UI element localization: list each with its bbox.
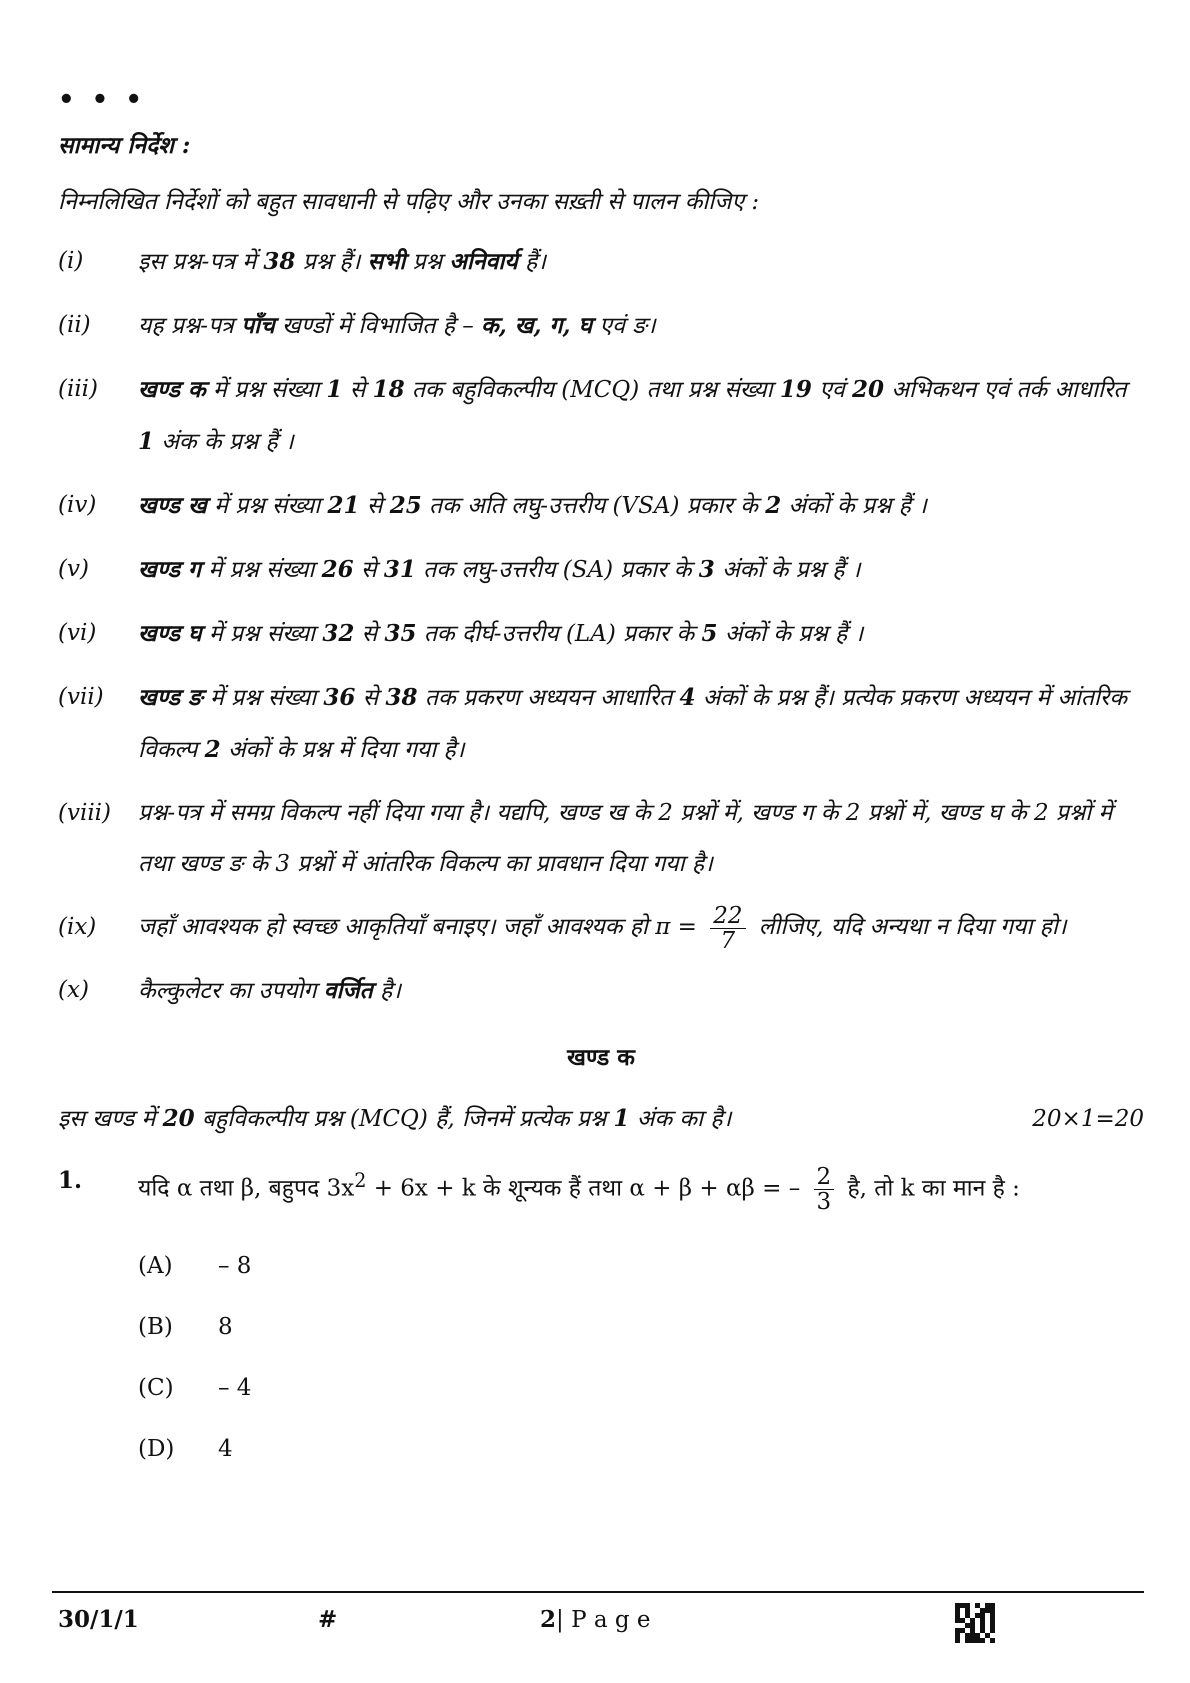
- item-text-part: जहाँ आवश्यक हो स्वच्छ आकृतियाँ बनाइए। जहाँ आवश्यक हो π =: [138, 914, 705, 940]
- question-text: [138, 1161, 1144, 1214]
- item-text: [138, 672, 1144, 776]
- item-text: [138, 480, 1144, 532]
- question-text-part: + 6x + k के शून्यक हैं तथा α + β + αβ = –: [366, 1175, 808, 1202]
- item-text-part: अंकों के प्रश्न हैं ।: [717, 621, 864, 647]
- emphasis-text: 25: [389, 492, 422, 519]
- item-text-part: प्रश्न-पत्र में समग्र विकल्प नहीं दिया गया है। यद्यपि, खण्ड ख के 2 प्रश्नों में, खण्ड ग के 2 प्रश्नों में, खण्ड घ के 2 प्रश्नों में तथा खण्ड ङ के 3 प्रश्नों में आंतरिक विकल्प का प्रावधान दिया गया है।: [138, 800, 1113, 877]
- item-number: (v): [58, 556, 89, 582]
- item-text: [138, 364, 1144, 468]
- item-text-part: अंकों के प्रश्न हैं ।: [781, 493, 927, 519]
- general-instructions-heading: सामान्य निर्देश :: [58, 132, 191, 159]
- emphasis-text: अनिवार्य: [449, 248, 518, 275]
- option-value: 4: [218, 1436, 233, 1463]
- emphasis-text: 21: [327, 492, 360, 519]
- item-text-part: तक बहुविकल्पीय (MCQ) तथा प्रश्न संख्या: [404, 377, 780, 403]
- item-text-part: में प्रश्न संख्या: [201, 621, 323, 647]
- option-label: (A): [138, 1253, 173, 1280]
- decorative-dots: • • •: [58, 85, 146, 115]
- options-list: [138, 1236, 1144, 1480]
- instructions-intro: निम्नलिखित निर्देशों को बहुत सावधानी से पढ़िए और उनका सख़्ती से पालन कीजिए :: [58, 189, 760, 215]
- emphasis-text: 26: [321, 556, 354, 583]
- emphasis-text: 35: [384, 620, 417, 647]
- paper-code: 30/1/1: [58, 1606, 139, 1633]
- emphasis-text: सभी: [367, 248, 406, 275]
- item-text-part: में प्रश्न संख्या: [202, 685, 324, 711]
- question-text-part: है, तो k का मान है :: [840, 1175, 1020, 1202]
- item-text-part: इस प्रश्न-पत्र में: [138, 249, 264, 275]
- item-text-part: प्रश्न: [405, 249, 450, 275]
- option-label: (C): [138, 1375, 174, 1402]
- question-row: [58, 1161, 1144, 1214]
- note-text: इस खण्ड में: [58, 1106, 163, 1132]
- emphasis-text: 2: [204, 736, 221, 763]
- option-a[interactable]: [138, 1236, 1144, 1297]
- numerator: 2: [814, 1165, 835, 1190]
- question-text-part: यदि α तथा β, बहुपद 3x: [138, 1175, 355, 1202]
- item-text: [138, 236, 1144, 288]
- emphasis-text: 20: [852, 376, 885, 403]
- spacer: [58, 1480, 1144, 1591]
- instruction-item: [58, 788, 1144, 890]
- item-text-part: तक लघु-उत्तरीय (SA) प्रकार के: [415, 557, 699, 583]
- item-text-part: अंक के प्रश्न हैं ।: [154, 429, 294, 455]
- emphasis-text: खण्ड क: [138, 376, 206, 403]
- option-value: – 4: [218, 1375, 252, 1402]
- item-text: [138, 544, 1144, 596]
- instruction-item: [58, 672, 1144, 776]
- emphasis-text: खण्ड ख: [138, 492, 207, 519]
- emphasis-text: खण्ड ग: [138, 556, 202, 583]
- instructions-list: [58, 236, 1144, 1029]
- page-number: [540, 1597, 651, 1643]
- item-text: [138, 902, 1144, 953]
- item-text-part: अभिकथन एवं तर्क आधारित: [884, 377, 1127, 403]
- item-text-part: अंकों के प्रश्न में दिया गया है।: [220, 737, 465, 763]
- item-text-part: अंकों के प्रश्न हैं ।: [714, 557, 861, 583]
- item-text-part: से: [354, 621, 385, 647]
- footer: [58, 1593, 1144, 1643]
- numerator: 22: [710, 904, 745, 929]
- item-text-part: से: [359, 493, 390, 519]
- note-text: बहुविकल्पीय प्रश्न (MCQ) हैं, जिनमें प्रत्येक प्रश्न: [194, 1106, 614, 1132]
- item-number: (ii): [58, 312, 91, 338]
- instruction-item: [58, 364, 1144, 468]
- item-number: (viii): [58, 800, 112, 826]
- option-label: (D): [138, 1436, 175, 1463]
- item-number: (vi): [58, 620, 97, 646]
- item-text-part: एवं: [811, 377, 853, 403]
- denominator: 3: [816, 1189, 832, 1216]
- item-text-part: कैल्कुलेटर का उपयोग: [138, 978, 324, 1004]
- emphasis-text: 38: [385, 684, 418, 711]
- emphasis-text: वर्जित: [323, 977, 373, 1004]
- emphasis-text: खण्ड घ: [138, 620, 202, 647]
- emphasis-text: 2: [765, 492, 782, 519]
- section-note: [58, 1099, 731, 1139]
- denominator: 7: [720, 927, 736, 954]
- section-title: खण्ड क: [567, 1044, 635, 1071]
- item-text-part: यह प्रश्न-पत्र: [138, 313, 242, 339]
- item-number: (i): [58, 248, 84, 274]
- item-number: (ix): [58, 914, 97, 940]
- option-b[interactable]: [138, 1297, 1144, 1358]
- emphasis-text: खण्ड ङ: [138, 684, 203, 711]
- footer-hash: #: [318, 1606, 338, 1633]
- item-text: [138, 788, 1144, 890]
- emphasis-text: 36: [323, 684, 356, 711]
- option-d[interactable]: [138, 1419, 1144, 1480]
- item-text-part: से: [342, 377, 373, 403]
- option-c[interactable]: [138, 1358, 1144, 1419]
- instruction-item: [58, 236, 1144, 288]
- instruction-item: [58, 300, 1144, 352]
- question-number: 1.: [58, 1167, 83, 1194]
- emphasis-text: 5: [701, 620, 718, 647]
- item-text-part: है।: [372, 978, 401, 1004]
- item-number: (iv): [58, 492, 97, 518]
- emphasis-text: 38: [263, 248, 296, 275]
- item-text-part: प्रश्न हैं।: [295, 249, 368, 275]
- item-text-part: एवं ङ।: [592, 313, 656, 339]
- item-number: (x): [58, 977, 89, 1003]
- exponent: 2: [354, 1169, 367, 1192]
- note-mark: 1: [613, 1105, 630, 1132]
- emphasis-text: 19: [779, 376, 812, 403]
- emphasis-text: 3: [698, 556, 715, 583]
- emphasis-text: 1: [326, 376, 343, 403]
- item-text-part: अंकों के प्रश्न हैं। प्रत्येक प्रकरण अध्ययन में आंतरिक विकल्प: [138, 685, 1127, 763]
- emphasis-text: 31: [383, 556, 416, 583]
- section-note-row: [58, 1099, 1144, 1139]
- item-text-part: खण्डों में विभाजित है –: [274, 313, 482, 339]
- item-text-part: तक दीर्घ-उत्तरीय (LA) प्रकार के: [416, 621, 702, 647]
- item-text: [138, 965, 1144, 1017]
- item-text-part: तक प्रकरण अध्ययन आधारित: [417, 685, 680, 711]
- emphasis-text: 18: [372, 376, 405, 403]
- item-text-part: में प्रश्न संख्या: [205, 377, 327, 403]
- emphasis-text: 4: [679, 684, 696, 711]
- qr-module: [990, 1638, 995, 1643]
- item-text-part: से: [353, 557, 384, 583]
- emphasis-text: 1: [138, 428, 155, 455]
- instruction-item: [58, 902, 1144, 953]
- fraction: [814, 1165, 835, 1214]
- qr-code-icon: [955, 1603, 995, 1643]
- instruction-item: [58, 544, 1144, 596]
- fraction: [710, 904, 745, 953]
- section-marks: 20×1=20: [1032, 1106, 1144, 1132]
- item-number: (vii): [58, 684, 104, 710]
- item-text-part: में प्रश्न संख्या: [206, 493, 328, 519]
- item-text-part: से: [355, 685, 386, 711]
- item-text: [138, 300, 1144, 352]
- item-text: [138, 608, 1144, 660]
- page-number-value: 2: [540, 1606, 557, 1633]
- option-value: – 8: [218, 1253, 252, 1280]
- item-text-part: तक अति लघु-उत्तरीय (VSA) प्रकार के: [421, 493, 766, 519]
- option-label: (B): [138, 1314, 173, 1341]
- instruction-item: [58, 480, 1144, 532]
- emphasis-text: क, ख, ग, घ: [481, 312, 593, 339]
- instruction-item: [58, 608, 1144, 660]
- item-number: (iii): [58, 376, 99, 402]
- emphasis-text: 32: [322, 620, 355, 647]
- item-text-part: में प्रश्न संख्या: [201, 557, 322, 583]
- note-count: 20: [162, 1105, 195, 1132]
- page-label: | P a g e: [556, 1607, 651, 1633]
- item-text-part: हैं।: [517, 249, 546, 275]
- item-text-part: लीजिए, यदि अन्यथा न दिया गया हो।: [751, 914, 1067, 940]
- option-value: 8: [218, 1314, 233, 1341]
- note-text: अंक का है।: [629, 1106, 732, 1132]
- emphasis-text: पाँच: [241, 312, 275, 339]
- instruction-item: [58, 965, 1144, 1017]
